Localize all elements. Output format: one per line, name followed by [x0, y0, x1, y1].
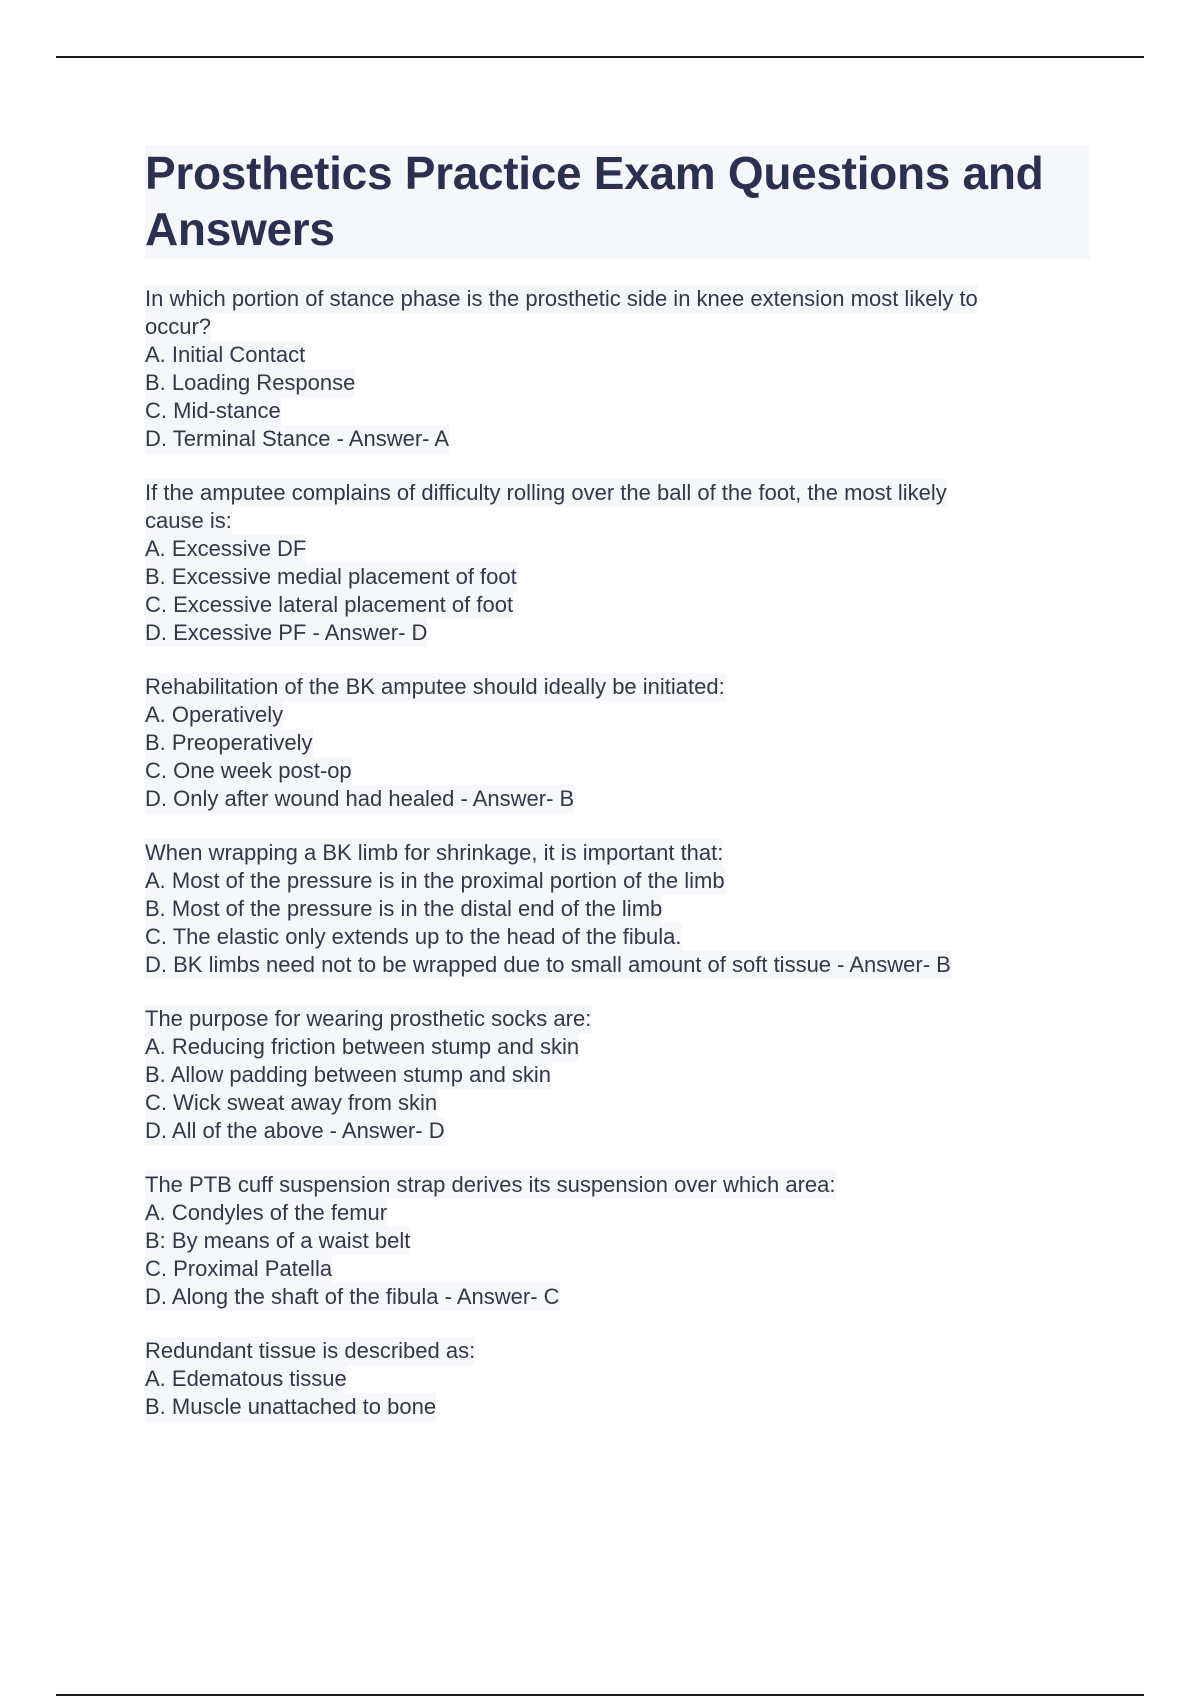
- question-3: [145, 673, 1090, 813]
- answer-option: B. Most of the pressure is in the distal end of the limb: [145, 896, 663, 921]
- answer-option: A. Edematous tissue: [145, 1366, 347, 1391]
- answer-option: A. Excessive DF: [145, 536, 307, 561]
- answer-option: C. The elastic only extends up to the head of the fibula.: [145, 924, 682, 949]
- answer-option: C. Excessive lateral placement of foot: [145, 592, 514, 617]
- answer-option: A. Most of the pressure is in the proximal portion of the limb: [145, 868, 725, 893]
- question-6: [145, 1171, 1090, 1311]
- answer-option: B. Preoperatively: [145, 730, 313, 755]
- answer-option: C. Wick sweat away from skin: [145, 1090, 438, 1115]
- answer-option: A. Initial Contact: [145, 342, 306, 367]
- bottom-rule: [56, 1694, 1144, 1696]
- answer-option: C. Proximal Patella: [145, 1256, 333, 1281]
- title-block: [145, 145, 1090, 259]
- answer-option: C. One week post-op: [145, 758, 352, 783]
- answer-option: D. All of the above - Answer- D: [145, 1118, 445, 1143]
- answer-option: A. Condyles of the femur: [145, 1200, 388, 1225]
- page-title: Prosthetics Practice Exam Questions and Answers: [145, 147, 1044, 255]
- question-5: [145, 1005, 1090, 1145]
- answer-option: C. Mid-stance: [145, 398, 281, 423]
- top-rule: [56, 56, 1144, 58]
- answer-option: D. Along the shaft of the fibula - Answer- C: [145, 1284, 560, 1309]
- question-1: [145, 285, 1090, 453]
- page-content: [145, 145, 1090, 1447]
- question-4: [145, 839, 1090, 979]
- answer-option: B: By means of a waist belt: [145, 1228, 411, 1253]
- answer-option: B. Loading Response: [145, 370, 356, 395]
- answer-option: B. Allow padding between stump and skin: [145, 1062, 552, 1087]
- question-stem: cause is:: [145, 508, 232, 533]
- question-stem: Redundant tissue is described as:: [145, 1338, 476, 1363]
- question-stem: The purpose for wearing prosthetic socks are:: [145, 1006, 592, 1031]
- answer-option: D. Terminal Stance - Answer- A: [145, 426, 450, 451]
- question-2: [145, 479, 1090, 647]
- answer-option: A. Operatively: [145, 702, 284, 727]
- question-stem: The PTB cuff suspension strap derives its suspension over which area:: [145, 1172, 836, 1197]
- answer-option: D. BK limbs need not to be wrapped due to small amount of soft tissue - Answer- B: [145, 952, 951, 977]
- answer-option: D. Excessive PF - Answer- D: [145, 620, 428, 645]
- question-stem: When wrapping a BK limb for shrinkage, it is important that:: [145, 840, 724, 865]
- question-stem: If the amputee complains of difficulty rolling over the ball of the foot, the most likely: [145, 480, 947, 505]
- question-stem: In which portion of stance phase is the prosthetic side in knee extension most likely to: [145, 286, 978, 311]
- answer-option: A. Reducing friction between stump and skin: [145, 1034, 580, 1059]
- question-7: [145, 1337, 1090, 1421]
- question-stem: Rehabilitation of the BK amputee should ideally be initiated:: [145, 674, 725, 699]
- answer-option: B. Muscle unattached to bone: [145, 1394, 437, 1419]
- answer-option: B. Excessive medial placement of foot: [145, 564, 517, 589]
- answer-option: D. Only after wound had healed - Answer- B: [145, 786, 575, 811]
- question-stem: occur?: [145, 314, 212, 339]
